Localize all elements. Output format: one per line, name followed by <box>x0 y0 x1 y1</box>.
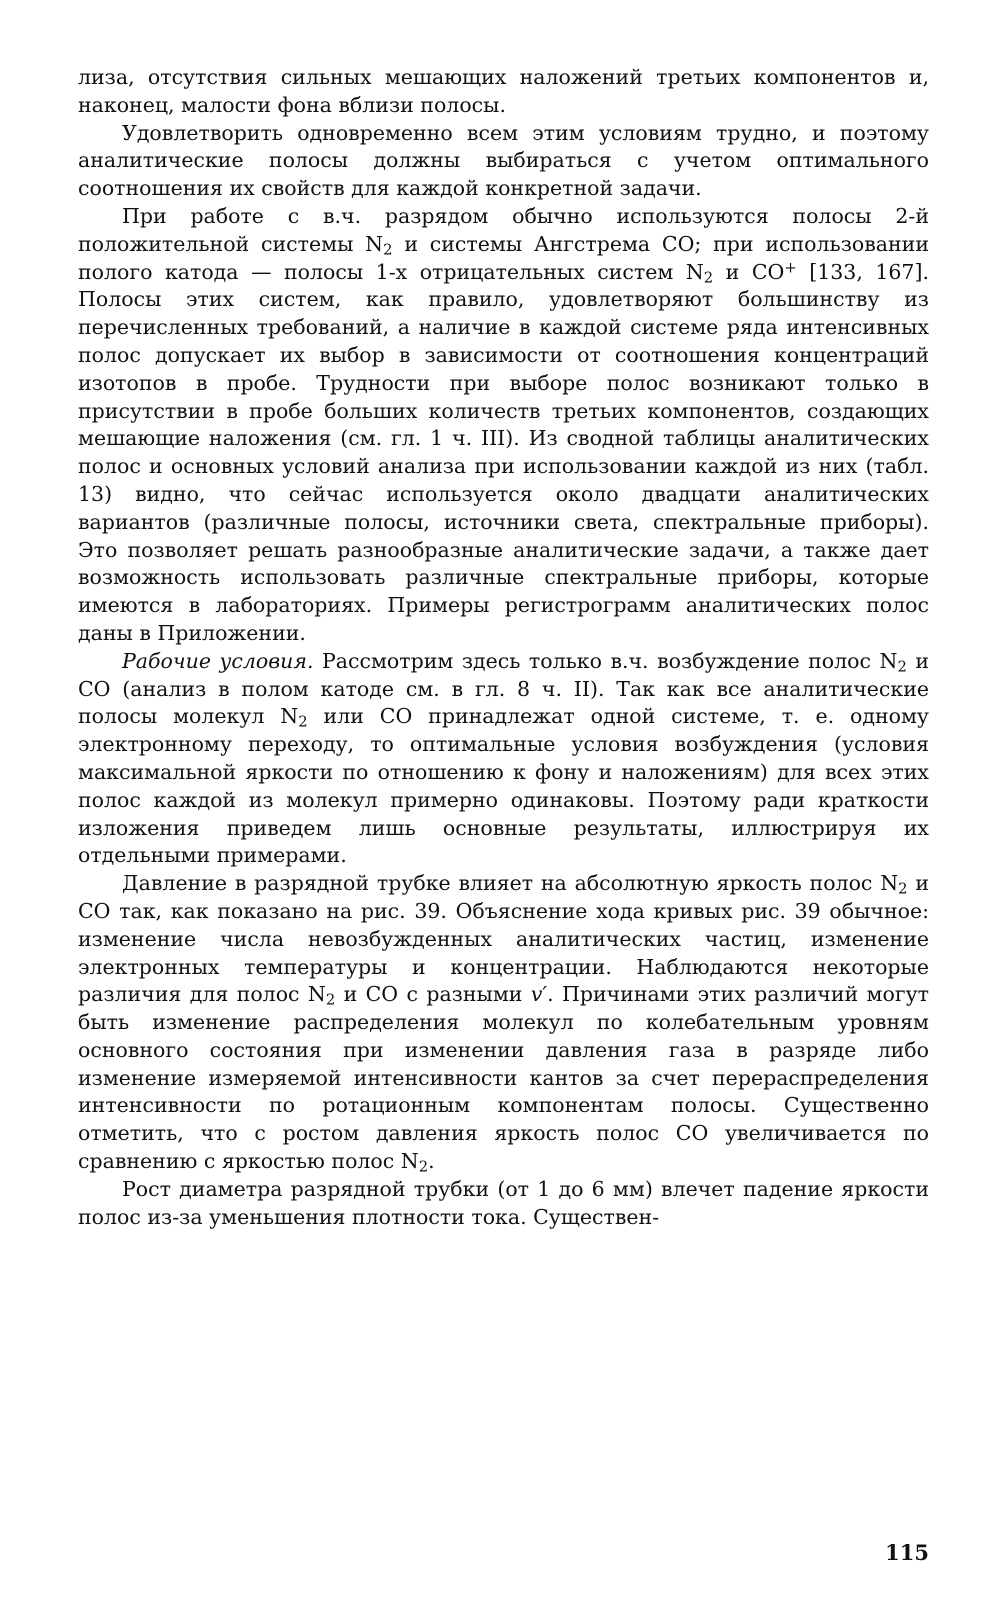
subscript: 2 <box>298 714 308 732</box>
text-run: и системы Ангстрема CO; при использовании полого катода — полосы 1-х отрицательных систем N <box>78 231 929 284</box>
page-number: 115 <box>885 1540 929 1565</box>
text-run: и CO так, как показано на рис. 39. Объяснение хода кривых рис. 39 обычное: изменение числа невозбужденных аналитических частиц, изменение электронных температуры и концентрации. Наблюдаются некоторые различия для полос N <box>78 871 929 1007</box>
paragraph-lead-in: Рабочие условия. <box>122 648 314 673</box>
subscript: 2 <box>897 658 907 676</box>
text-run: . Причинами этих различий могут быть изменение распределения молекул по колебательным уровням основного состояния при изменении давления газа в разряде либо изменение измеряемой интенсивности кантов за счет перераспределения интенсивности по ротационным компонентам полосы. Существенно отметить, что с ростом давления яркость полос CO увеличивается по сравнению с яркостью полос N <box>78 982 929 1174</box>
subscript: 2 <box>703 269 714 287</box>
paragraph-text: лиза, отсутствия сильных мешающих наложений третьих компонентов и, наконец, малости фона вблизи полосы. <box>78 65 929 117</box>
paragraph-text: Рост диаметра разрядной трубки (от 1 до 6 мм) влечет падение яркости полос из-за уменьшения плотности тока. Существен- <box>78 1176 929 1229</box>
text-run: . <box>428 1149 435 1174</box>
paragraph-conditions-difficulty <box>78 120 929 203</box>
paragraph-continuation <box>78 64 929 120</box>
text-run: и CO <box>713 259 785 284</box>
superscript: + <box>784 258 797 276</box>
text-run: [133, 167]. Полосы этих систем, как правило, удовлетворяют большинству из перечисленных требований, а наличие в каждой системе ряда интенсивных полос допускает их выбор в зависимости от соотношения концентраций изотопов в пробе. Трудности при выборе полос возникают только в присутствии в пробе больших количеств третьих компонентов, создающих мешающие наложения (см. гл. 1 ч. III). Из сводной таблицы аналитических полос и основных условий анализа при использовании каждой из них (табл. 13) видно, что сейчас используется около двадцати аналитических вариантов (различные полосы, источники света, спектральные приборы). Это позволяет решать разнообразные аналитические задачи, а также дает возможность использовать различные спектральные приборы, которые имеются в лабораториях. Примеры регистрограмм аналитических полос даны в Приложении. <box>78 259 929 645</box>
paragraph-band-systems <box>78 203 929 648</box>
vibrational-quantum-number: v′ <box>530 982 548 1007</box>
paragraph-tube-diameter <box>78 1176 929 1232</box>
subscript: 2 <box>898 880 908 898</box>
text-run: Рассмотрим здесь только в.ч. возбуждение полос N <box>313 648 898 673</box>
text-run: и CO с разными <box>335 982 531 1007</box>
paragraph-text: Удовлетворить одновременно всем этим условиям трудно, и поэтому аналитические полосы должны выбираться с учетом оптимального соотношения их свойств для каждой конкретной задачи. <box>78 120 929 201</box>
subscript: 2 <box>325 991 336 1009</box>
text-run: или CO принадлежат одной системе, т. е. одному электронному переходу, то оптимальные условия возбуждения (условия максимальной яркости по отношению к фону и наложениям) для всех этих полос каждой из молекул примерно одинаковы. Поэтому ради краткости изложения приведем лишь основные результаты, иллюстрируя их отдельными примерами. <box>78 704 929 868</box>
subscript: 2 <box>383 241 393 259</box>
text-run: При работе с в.ч. разрядом обычно используются полосы 2-й положительной системы N <box>78 203 929 256</box>
subscript: 2 <box>418 1158 429 1176</box>
paragraph-working-conditions <box>78 648 929 870</box>
text-run: Давление в разрядной трубке влияет на абсолютную яркость полос N <box>122 871 899 896</box>
body-text <box>78 64 929 1231</box>
paragraph-pressure-effect <box>78 870 929 1176</box>
text-run: и CO (анализ в полом катоде см. в гл. 8 ч. II). Так как все аналитические полосы молекул N <box>78 648 930 729</box>
